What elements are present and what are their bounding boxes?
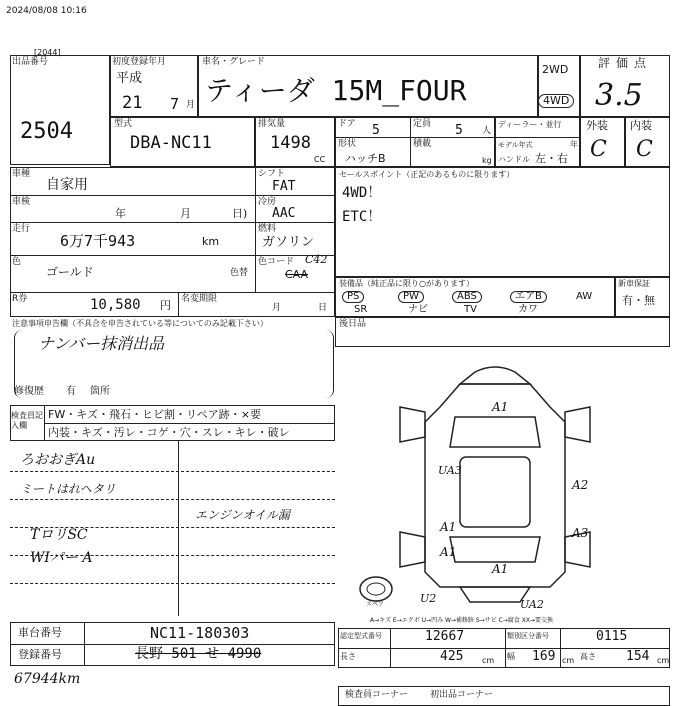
recycle-value: 10,580 [90,297,141,313]
repair-place: 箇所 [90,386,110,397]
notes-after-label: 後日品 [339,319,367,329]
shape-value: ハッチB [345,152,386,165]
width-unit: cm [562,656,575,665]
mileage-label: 走行 [12,224,31,234]
capacity-unit: 人 [482,126,492,136]
equipment-navi: ナビ [408,304,428,315]
inspection-label: 車検 [12,197,31,207]
color-code-label: 色コード [258,257,295,267]
equipment-label: 装備品（純正品に限り○があります） [339,279,474,288]
repair-label: 修復歴 [14,386,44,397]
usage-value: 自家用 [46,177,88,193]
color-code-handwritten: C42 [305,253,328,266]
height-unit: cm [657,656,670,665]
warranty-value: 有・無 [622,294,655,307]
lot-number: 2504 [20,119,73,144]
warranty-label: 新車保証 [618,279,650,288]
sales-points-label: セールスポイント（正記のあるものに限ります） [339,170,515,179]
first-reg-month-unit: 月 [186,100,196,110]
notes-after-box [335,317,670,347]
ac-value: AAC [272,206,296,221]
damage-mark-5: A1 [440,545,457,559]
score-value: 3.5 [595,78,643,113]
shape-label: 形状 [338,139,357,149]
mileage-unit: km [202,235,220,248]
color-label: 色 [12,257,22,267]
damage-mark-1: UA3 [438,464,462,477]
height-value: 154 [626,649,650,664]
inspector-label: 検査員記入欄 [11,411,43,430]
handle-value: 左・右 [535,152,568,165]
repair-value: 有 [66,386,76,397]
remarks-text: ナンバー抹消出品 [38,334,165,353]
first-reg-year: 21 [122,93,143,113]
damage-mark-6: A1 [492,562,509,576]
handnote-3: TロリSC [30,527,88,543]
drive-4wd: 4WD [538,94,574,108]
handnote-2: エンジンオイル漏 [195,508,290,522]
load-label: 積載 [413,139,432,149]
equipment-abs: ABS [452,291,482,303]
lot-code: [2044] [34,48,61,57]
cert-label: 認定型式番号 [340,632,382,640]
height-label: 高さ [580,652,596,661]
color-change-label: 色替 [230,268,249,278]
first-reg-label: 初度登録年月 [112,57,167,67]
load-unit: kg [482,156,492,165]
fuel-label: 燃料 [258,224,277,234]
spare-label: スペア [366,601,385,608]
first-reg-era: 平成 [116,71,143,86]
name-change-day: 日 [318,303,328,313]
damage-mark-8: UA2 [520,598,544,611]
bottom-field-0: 検査員コーナー [345,690,409,700]
usage-label: 車種 [12,169,31,179]
shift-label: シフト [258,169,286,179]
inspection-month: 月 [180,207,191,220]
equipment-pw: PW [398,291,424,303]
shift-value: FAT [272,179,296,194]
diagram-legend: A→キズ E→エクボ U→凹み W→補修跡 S→サビ C→腐食 XX→要交換 [370,617,553,624]
width-value: 169 [532,649,556,664]
recycle-label: R券 [12,294,28,304]
handnote-0: ろおおぎAu [20,452,96,468]
registration-label: 登録番号 [18,648,62,661]
width-label: 幅 [507,652,515,661]
equipment-tv: TV [464,304,477,315]
drive-2wd: 2WD [542,63,569,76]
dealer-label: ディーラー・並行 [498,120,562,129]
displacement-label: 排気量 [258,119,286,129]
chassis-label: 車台番号 [18,626,62,639]
lot-label: 出品番号 [12,57,49,67]
bottom-km-note: 67944km [14,671,81,687]
doors-label: ドア [338,119,356,129]
equipment-ps: PS [342,291,364,303]
mileage-value: 6万7千943 [60,232,136,250]
chassis-value: NC11-180303 [150,624,250,642]
handnote-4: WIパー A [30,550,93,566]
equipment-sr: SR [354,304,368,315]
model-name-label: 車名・グレード [202,57,266,67]
category-value: 0115 [596,629,628,644]
model-name-value: ティーダ 15M_FOUR [205,74,467,107]
length-value: 425 [440,649,464,664]
interior-label: 内装 [630,119,652,132]
fuel-value: ガソリン [262,235,315,250]
equipment-airbag: エアB [510,291,547,303]
displacement-unit: CC [314,155,326,164]
displacement-value: 1498 [270,133,311,153]
inspection-day: 日) [232,207,248,220]
damage-mark-3: A3 [572,526,589,540]
handle-label: ハンドル [498,155,530,164]
damage-mark-0: A1 [492,400,509,414]
damage-mark-2: A2 [572,478,589,492]
damage-mark-4: A1 [440,520,457,534]
length-label: 長さ [340,652,356,661]
color-value: ゴールド [46,265,94,279]
sales-points-box [335,167,670,277]
model-year-label: モデル年式 [498,141,533,149]
model-year-unit: 年 [570,140,578,149]
registration-value: 長野 501 せ 4990 [135,646,262,662]
equipment-leather: カワ [518,304,538,315]
name-change-label: 名変期限 [181,294,218,304]
exterior-label: 外装 [586,119,608,132]
inspection-year: 年 [115,207,126,220]
inspector-row2: 内装・キズ・汚レ・コゲ・穴・スレ・キレ・破レ [48,426,290,439]
capacity-value: 5 [455,123,463,138]
timestamp: 2024/08/08 10:16 [6,6,87,16]
doors-value: 5 [372,123,380,138]
sales-point-0: 4WD！ [342,185,382,201]
inspector-row1: FW・キズ・飛石・ヒビ割・リペア跡・×要 [48,408,261,421]
name-change-month: 月 [272,303,282,313]
cert-value: 12667 [425,629,465,644]
exterior-value: C [590,137,607,162]
ac-label: 冷房 [258,197,277,207]
equipment-aw: AW [576,291,593,302]
damage-mark-7: U2 [420,592,437,605]
interior-value: C [636,137,653,162]
length-unit: cm [482,656,495,665]
category-label: 類別区分番号 [507,632,549,640]
type-label: 型式 [114,119,133,129]
score-label: 評価点 [598,56,653,70]
lot-box [10,55,110,165]
first-reg-month: 7 [170,95,180,113]
bottom-field-1: 初出品コーナー [430,690,494,700]
recycle-unit: 円 [160,299,171,312]
remarks-label: 注意事項申告欄（不具合を申告されている等についてのみ記載下さい） [12,319,268,328]
type-value: DBA-NC11 [130,133,212,153]
capacity-label: 定員 [413,119,432,129]
color-code-value: CAA [285,268,309,281]
handnote-1: ミートはれヘタリ [20,482,116,496]
sales-point-1: ETC！ [342,209,382,225]
